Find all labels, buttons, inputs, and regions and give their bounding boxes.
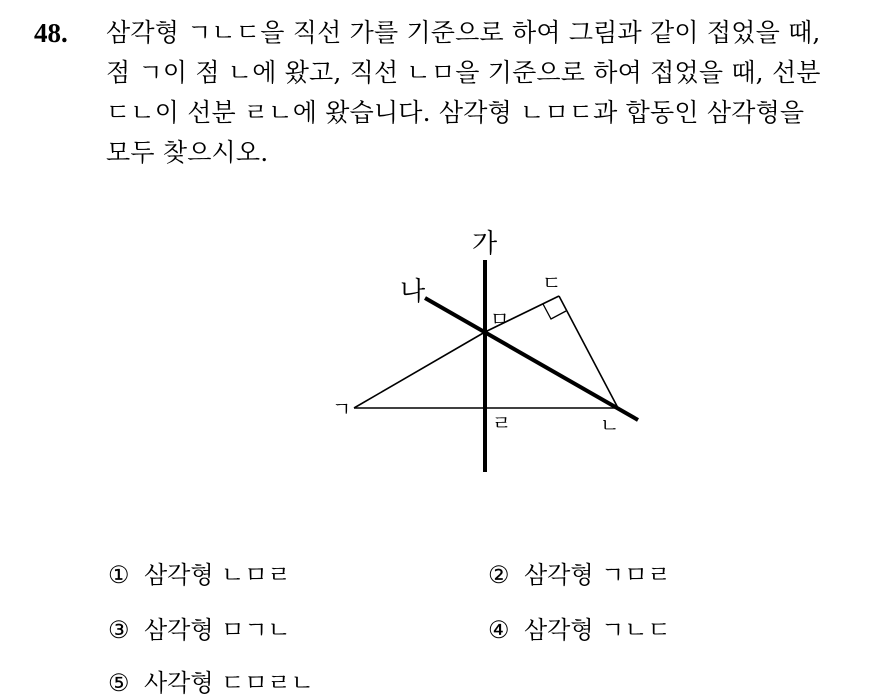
choice-2[interactable]	[488, 558, 671, 592]
choice-1[interactable]	[108, 558, 291, 592]
segment-gm	[354, 332, 485, 408]
choice-1-text: 삼각형 ㄴㅁㄹ	[144, 561, 291, 589]
choice-4-text: 삼각형 ㄱㄴㄷ	[524, 616, 671, 644]
label-point-m: ㅁ	[490, 307, 510, 331]
figure-svg	[320, 218, 660, 488]
label-point-r: ㄹ	[492, 411, 512, 435]
label-point-d: ㄷ	[542, 271, 562, 295]
choice-2-text: 삼각형 ㄱㅁㄹ	[524, 561, 671, 589]
fold-line-na	[425, 298, 638, 420]
choice-3-number: ③	[108, 616, 130, 644]
question-text-line-2: 점 ㄱ이 점 ㄴ에 왔고, 직선 ㄴㅁ을 기준으로 하여 접었을 때, 선분	[106, 58, 821, 87]
choice-5-text: 사각형 ㄷㅁㄹㄴ	[144, 669, 314, 697]
label-point-n: ㄴ	[600, 413, 620, 437]
question-number: 48.	[34, 18, 68, 48]
label-point-g: ㄱ	[332, 397, 352, 421]
label-line-ga: 가	[472, 229, 498, 259]
choice-4[interactable]	[488, 613, 671, 647]
choice-4-number: ④	[488, 616, 510, 644]
choice-3-text: 삼각형 ㅁㄱㄴ	[144, 616, 291, 644]
geometry-figure	[320, 218, 660, 488]
choice-3[interactable]	[108, 613, 291, 647]
choice-5-number: ⑤	[108, 669, 130, 697]
choice-5[interactable]	[108, 666, 314, 700]
label-line-na: 나	[400, 277, 426, 307]
question-text-line-1: 삼각형 ㄱㄴㄷ을 직선 가를 기준으로 하여 그림과 같이 접었을 때,	[106, 18, 821, 47]
question-text-line-4: 모두 찾으시오.	[106, 138, 269, 167]
choice-2-number: ②	[488, 561, 510, 589]
question-text-line-3: ㄷㄴ이 선분 ㄹㄴ에 왔습니다. 삼각형 ㄴㅁㄷ과 합동인 삼각형을	[106, 98, 805, 127]
right-angle-mark	[543, 304, 566, 319]
choice-1-number: ①	[108, 561, 130, 589]
